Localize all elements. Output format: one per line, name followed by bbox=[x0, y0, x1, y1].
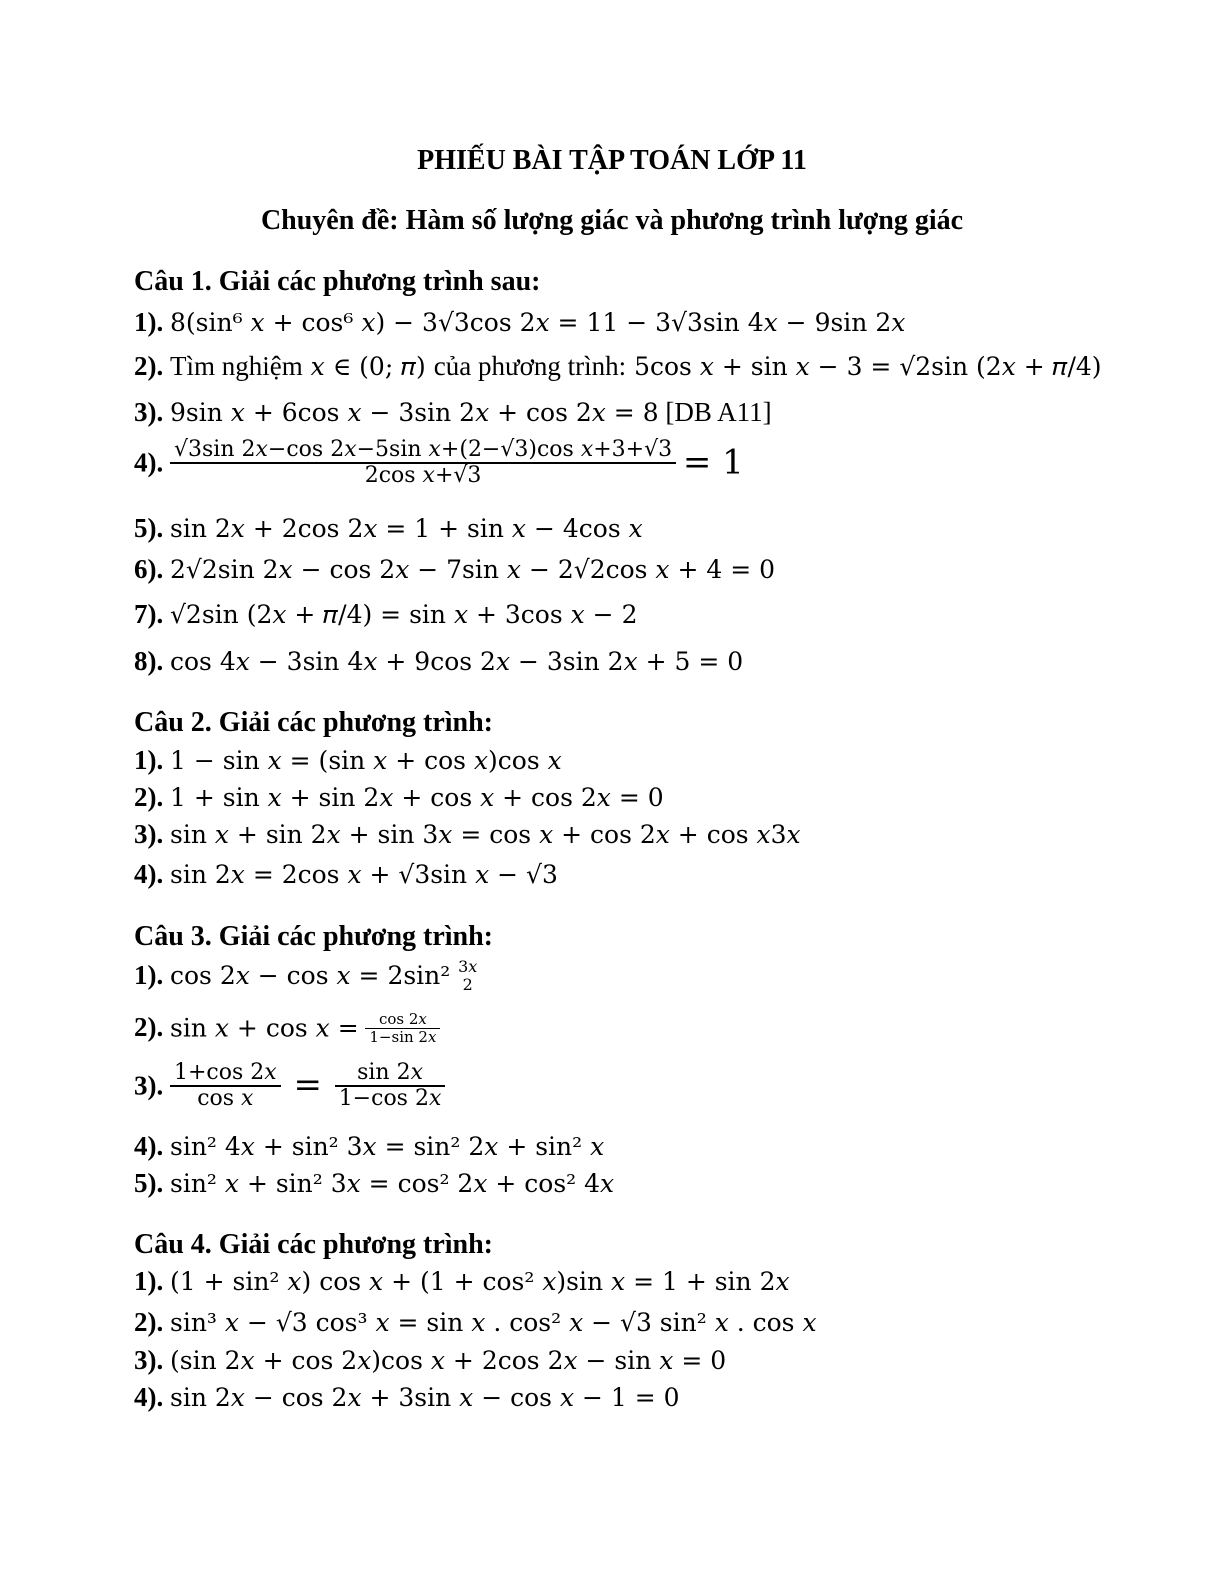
q4-item-2 bbox=[134, 1308, 817, 1338]
question-2-heading: Câu 2. Giải các phương trình: bbox=[134, 707, 494, 738]
item-number: 3). bbox=[134, 819, 164, 849]
equation: 2√2sin 2𝑥 − cos 2𝑥 − 7sin 𝑥 − 2√2cos 𝑥 + 4 = 0 bbox=[170, 555, 776, 584]
item-number: 3). bbox=[134, 1345, 164, 1375]
equation: sin 2𝑥 + 2cos 2𝑥 = 1 + sin 𝑥 − 4cos 𝑥 bbox=[170, 514, 643, 543]
equation: sin 𝑥 + sin 2𝑥 + sin 3𝑥 = cos 𝑥 + cos 2𝑥 + cos 𝑥3𝑥 bbox=[170, 820, 801, 849]
q2-item-1 bbox=[134, 746, 562, 776]
fraction-denominator: 1−sin 2𝑥 bbox=[369, 1027, 437, 1046]
fraction bbox=[170, 438, 676, 488]
item-number: 7). bbox=[134, 599, 164, 629]
item-number: 5). bbox=[134, 1168, 164, 1198]
q1-item-6 bbox=[134, 555, 775, 585]
question-4-heading: Câu 4. Giải các phương trình: bbox=[134, 1229, 494, 1260]
page-title: PHIẾU BÀI TẬP TOÁN LỚP 11 bbox=[417, 145, 807, 176]
q1-item-7 bbox=[134, 600, 637, 630]
fraction bbox=[365, 1011, 440, 1045]
item-number: 2). bbox=[134, 351, 164, 381]
fraction-numerator: 1+cos 2𝑥 bbox=[170, 1061, 281, 1087]
q1-item-1 bbox=[134, 308, 905, 338]
q1-item-3 bbox=[134, 398, 772, 428]
q3-item-4 bbox=[134, 1132, 604, 1162]
equation: sin³ 𝑥 − √3 cos³ 𝑥 = sin 𝑥 . cos² 𝑥 − √3 sin² 𝑥 . cos 𝑥 bbox=[170, 1308, 817, 1337]
question-3-heading: Câu 3. Giải các phương trình: bbox=[134, 921, 494, 952]
q3-item-1 bbox=[134, 958, 478, 993]
fraction-denominator: 2 bbox=[462, 974, 473, 994]
q1-item-8 bbox=[134, 647, 743, 677]
item-number: 5). bbox=[134, 513, 164, 543]
equation: (1 + sin² 𝑥) cos 𝑥 + (1 + cos² 𝑥)sin 𝑥 = 1 + sin 2𝑥 bbox=[170, 1267, 790, 1296]
fraction-rhs bbox=[335, 1061, 446, 1111]
q1-item-5 bbox=[134, 514, 643, 544]
fraction-numerator: √3sin 2𝑥−cos 2𝑥−5sin 𝑥+(2−√3)cos 𝑥+3+√3 bbox=[170, 438, 676, 464]
equation: sin 2𝑥 − cos 2𝑥 + 3sin 𝑥 − cos 𝑥 − 1 = 0 bbox=[170, 1383, 680, 1412]
equation: 1 − sin 𝑥 = (sin 𝑥 + cos 𝑥)cos 𝑥 bbox=[170, 746, 562, 775]
equation: sin 2𝑥 = 2cos 𝑥 + √3sin 𝑥 − √3 bbox=[170, 860, 558, 889]
item-number: 4). bbox=[134, 1382, 164, 1412]
item-number: 4). bbox=[134, 447, 164, 478]
q3-item-5 bbox=[134, 1169, 614, 1199]
equals-sign: = bbox=[293, 1065, 322, 1106]
item-number: 4). bbox=[134, 1131, 164, 1161]
equation: 1 + sin 𝑥 + sin 2𝑥 + cos 𝑥 + cos 2𝑥 = 0 bbox=[170, 783, 664, 812]
equation: (sin 2𝑥 + cos 2𝑥)cos 𝑥 + 2cos 2𝑥 − sin 𝑥 = 0 bbox=[170, 1346, 727, 1375]
equation: 5cos 𝑥 + sin 𝑥 − 3 = √2sin (2𝑥 + 𝜋/4) bbox=[626, 352, 1102, 381]
q1-item-4 bbox=[134, 438, 744, 488]
item-number: 2). bbox=[134, 1307, 164, 1337]
q1-item-2 bbox=[134, 352, 1102, 382]
question-1-heading: Câu 1. Giải các phương trình sau: bbox=[134, 266, 541, 297]
item-number: 1). bbox=[134, 307, 164, 337]
item-number: 1). bbox=[134, 959, 164, 990]
item-number: 2). bbox=[134, 782, 164, 812]
equation: cos 4𝑥 − 3sin 4𝑥 + 9cos 2𝑥 − 3sin 2𝑥 + 5 = 0 bbox=[170, 647, 744, 676]
fraction-numerator: sin 2𝑥 bbox=[335, 1061, 446, 1087]
fraction-denominator: 2cos 𝑥+√3 bbox=[364, 463, 482, 489]
q2-item-2 bbox=[134, 783, 664, 813]
q2-item-3 bbox=[134, 820, 801, 850]
equation: 8(sin⁶ 𝑥 + cos⁶ 𝑥) − 3√3cos 2𝑥 = 11 − 3√3sin 4𝑥 − 9sin 2𝑥 bbox=[170, 308, 906, 337]
q3-item-2 bbox=[134, 1011, 440, 1045]
item-number: 1). bbox=[134, 1266, 164, 1296]
equation: 9sin 𝑥 + 6cos 𝑥 − 3sin 2𝑥 + cos 2𝑥 = 8 bbox=[170, 398, 659, 427]
equation: sin 𝑥 + cos 𝑥 = bbox=[170, 1013, 359, 1043]
item-number: 3). bbox=[134, 1070, 164, 1101]
item-number: 2). bbox=[134, 1012, 164, 1043]
fraction-denominator: 1−cos 2𝑥 bbox=[338, 1086, 442, 1112]
equation: sin² 4𝑥 + sin² 3𝑥 = sin² 2𝑥 + sin² 𝑥 bbox=[170, 1132, 605, 1161]
item-text: của phương trình: bbox=[433, 351, 627, 381]
equation-rhs: = 1 bbox=[682, 442, 744, 483]
source-note: [DB A11] bbox=[658, 397, 772, 427]
q4-item-4 bbox=[134, 1383, 680, 1413]
equation-part: 𝑥 ∈ (0; 𝜋) bbox=[302, 352, 434, 381]
fraction bbox=[457, 958, 478, 993]
q3-item-3 bbox=[134, 1061, 445, 1111]
page-subtitle: Chuyên đề: Hàm số lượng giác và phương trình lượng giác bbox=[260, 205, 964, 236]
equation: cos 2𝑥 − cos 𝑥 = 2sin² bbox=[170, 960, 451, 990]
item-number: 1). bbox=[134, 745, 164, 775]
item-number: 6). bbox=[134, 554, 164, 584]
item-text: Tìm nghiệm bbox=[170, 351, 303, 381]
fraction-lhs bbox=[170, 1061, 281, 1111]
fraction-numerator: 3𝑥 bbox=[458, 957, 478, 976]
q4-item-1 bbox=[134, 1267, 790, 1297]
equation: √2sin (2𝑥 + 𝜋/4) = sin 𝑥 + 3cos 𝑥 − 2 bbox=[170, 600, 638, 629]
item-number: 3). bbox=[134, 397, 164, 427]
equation: sin² 𝑥 + sin² 3𝑥 = cos² 2𝑥 + cos² 4𝑥 bbox=[170, 1169, 615, 1198]
fraction-numerator: cos 2𝑥 bbox=[365, 1011, 440, 1029]
q4-item-3 bbox=[134, 1346, 726, 1376]
item-number: 4). bbox=[134, 859, 164, 889]
item-number: 8). bbox=[134, 646, 164, 676]
fraction-denominator: cos 𝑥 bbox=[197, 1086, 254, 1112]
q2-item-4 bbox=[134, 860, 558, 890]
